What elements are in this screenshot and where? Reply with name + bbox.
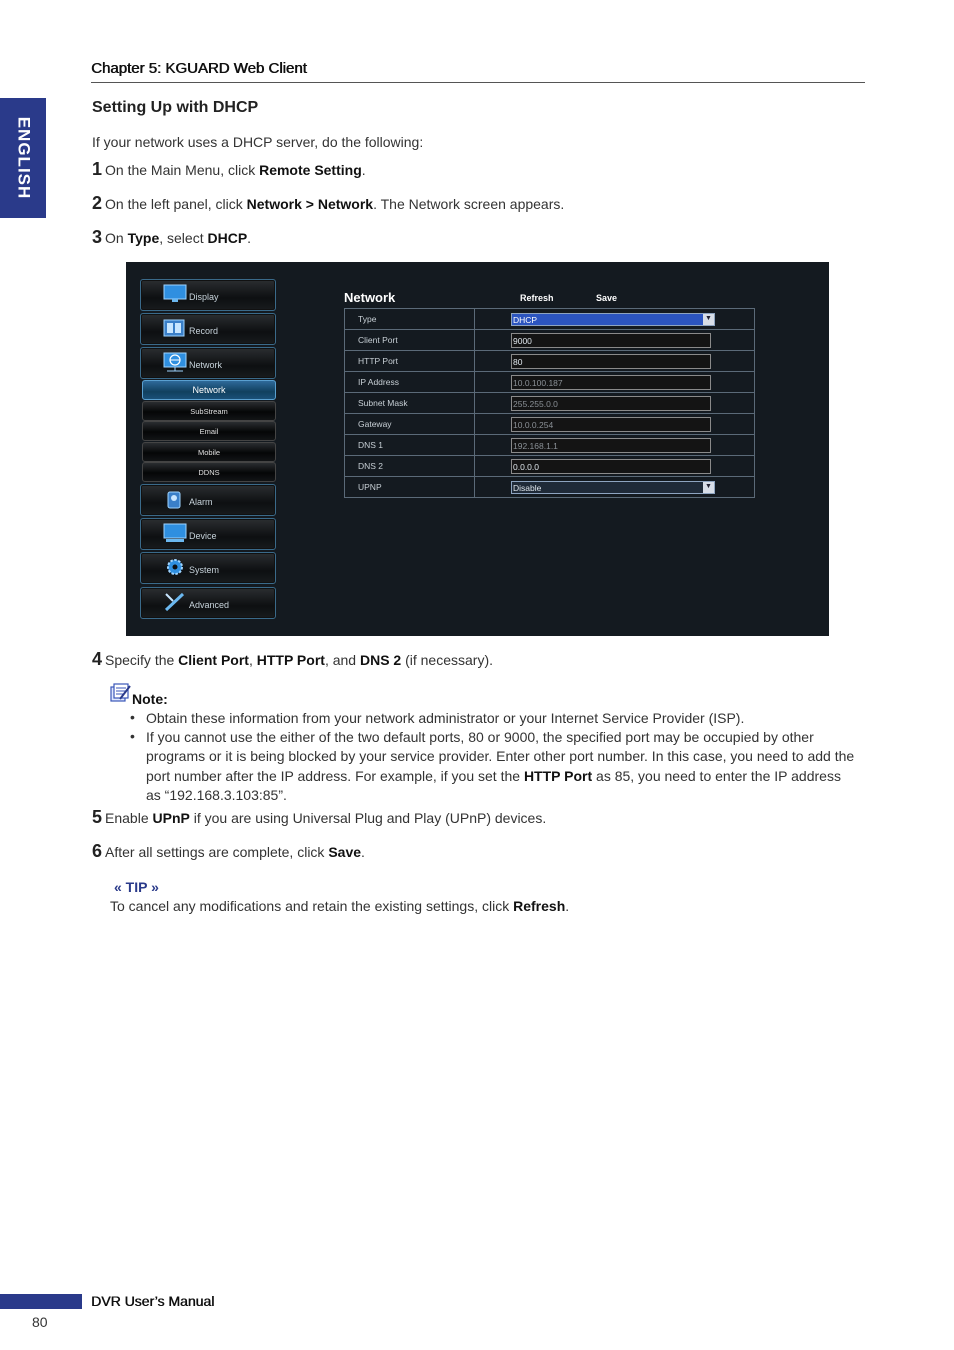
alarm-icon: [163, 489, 189, 509]
table-row: [345, 309, 755, 330]
gear-icon: [163, 557, 189, 577]
menu-advanced-button[interactable]: Advanced: [140, 587, 276, 619]
network-settings-table: [344, 308, 755, 498]
menu-display-button[interactable]: Display: [140, 279, 276, 311]
device-icon: [163, 523, 189, 543]
dns1-input[interactable]: 192.168.1.1: [511, 438, 711, 453]
footer-title: DVR User’s Manual: [91, 1293, 215, 1309]
tip-text: To cancel any modifications and retain the existing settings, click Refresh.: [110, 898, 570, 914]
table-row: [345, 393, 755, 414]
tools-icon: [163, 592, 189, 612]
menu-record-button[interactable]: Record: [140, 313, 276, 345]
upnp-select[interactable]: Disable ▼: [511, 481, 715, 494]
type-label: Type: [345, 309, 475, 330]
network-settings-panel: [344, 288, 754, 498]
http-port-input[interactable]: 80: [511, 354, 711, 369]
step-6: 6 After all settings are complete, click Save.: [92, 841, 365, 861]
type-select[interactable]: DHCP ▼: [511, 313, 715, 326]
gateway-label: Gateway: [345, 414, 475, 435]
step-3: 3 On Type, select DHCP.: [92, 227, 252, 247]
gateway-input[interactable]: 10.0.0.254: [511, 417, 711, 432]
section-title: Setting Up with DHCP: [92, 99, 259, 116]
network-icon: [163, 352, 189, 372]
section-intro: If your network uses a DHCP server, do the following:: [92, 134, 424, 150]
submenu-network-button[interactable]: Network: [142, 380, 276, 400]
step-4: 4 Specify the Client Port, HTTP Port, and DNS 2 (if necessary).: [92, 649, 494, 669]
dns2-label: DNS 2: [345, 456, 475, 477]
language-tab-label: ENGLISH: [14, 116, 33, 200]
http-port-label: HTTP Port: [345, 351, 475, 372]
subnet-mask-input[interactable]: 255.255.0.0: [511, 396, 711, 411]
bullet-dot: •: [130, 709, 135, 725]
page-number: 80: [32, 1314, 48, 1330]
record-icon: [163, 318, 189, 338]
footer-bar: [0, 1294, 82, 1309]
menu-device-button[interactable]: Device: [140, 518, 276, 550]
network-panel-header: [344, 288, 754, 308]
table-row: [345, 435, 755, 456]
step-5: 5 Enable UPnP if you are using Universal Plug and Play (UPnP) devices.: [92, 807, 547, 827]
submenu-mobile-button[interactable]: Mobile: [142, 442, 276, 462]
menu-system-button[interactable]: System: [140, 552, 276, 584]
step-1: 1 On the Main Menu, click Remote Setting.: [92, 159, 366, 179]
language-tab: [0, 98, 46, 218]
dns1-label: DNS 1: [345, 435, 475, 456]
tip-label: « TIP »: [114, 879, 159, 895]
table-row: [345, 351, 755, 372]
table-row: [345, 477, 755, 498]
ip-address-label: IP Address: [345, 372, 475, 393]
display-icon: [163, 284, 189, 304]
note-label: Note:: [132, 691, 168, 707]
ip-address-input[interactable]: 10.0.100.187: [511, 375, 711, 390]
header-rule: [91, 82, 865, 83]
menu-alarm-button[interactable]: Alarm: [140, 484, 276, 516]
refresh-button[interactable]: Refresh: [520, 293, 554, 303]
chevron-down-icon: ▼: [703, 482, 714, 493]
network-panel-title: Network: [344, 290, 396, 305]
step-2: 2 On the left panel, click Network > Network. The Network screen appears.: [92, 193, 565, 213]
table-row: [345, 456, 755, 477]
submenu-substream-button[interactable]: SubStream: [142, 401, 276, 421]
client-port-input[interactable]: 9000: [511, 333, 711, 348]
subnet-mask-label: Subnet Mask: [345, 393, 475, 414]
table-row: [345, 414, 755, 435]
table-row: [345, 372, 755, 393]
upnp-label: UPNP: [345, 477, 475, 498]
chevron-down-icon: ▼: [703, 314, 714, 325]
client-port-label: Client Port: [345, 330, 475, 351]
note-icon: [109, 683, 131, 703]
bullet-dot: •: [130, 728, 135, 744]
network-screen-screenshot: [126, 262, 829, 636]
dns2-input[interactable]: 0.0.0.0: [511, 459, 711, 474]
submenu-email-button[interactable]: Email: [142, 421, 276, 441]
chapter-header: Chapter 5: KGUARD Web Client: [91, 60, 307, 77]
submenu-ddns-button[interactable]: DDNS: [142, 462, 276, 482]
menu-network-button[interactable]: Network: [140, 347, 276, 379]
save-button[interactable]: Save: [596, 293, 618, 303]
table-row: [345, 330, 755, 351]
